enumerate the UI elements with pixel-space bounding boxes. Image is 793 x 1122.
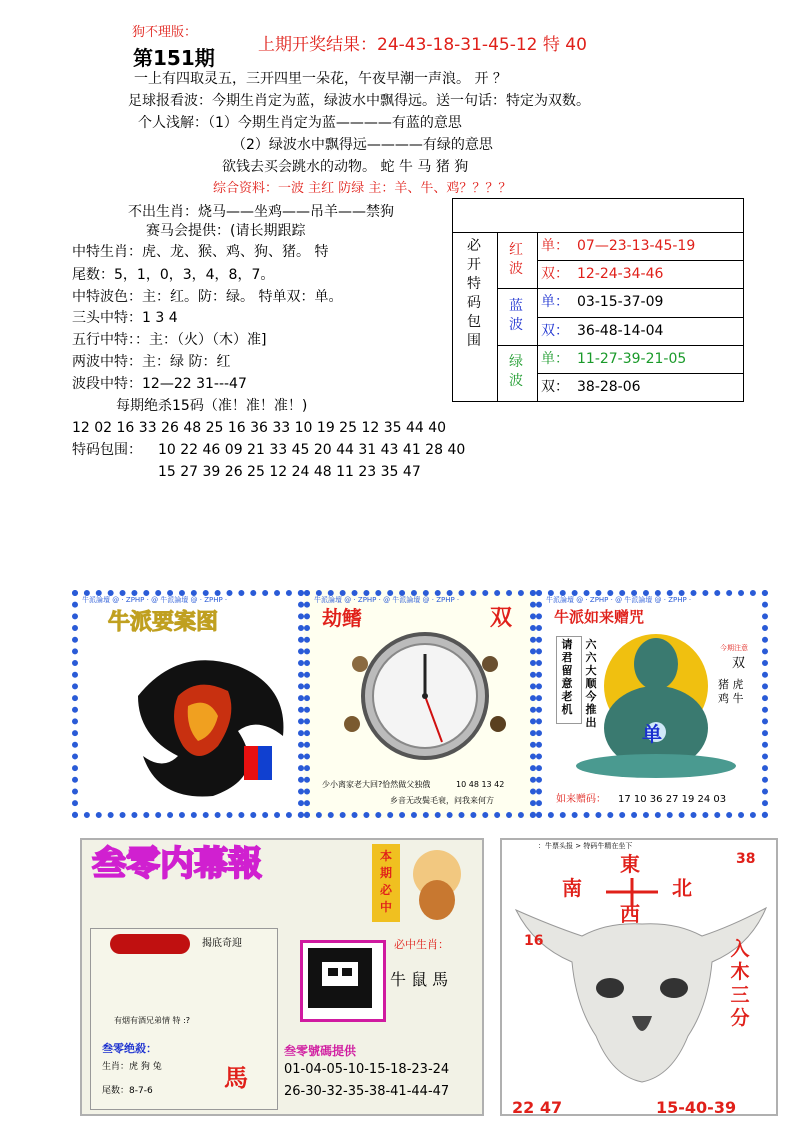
right-vertical-text: 六六大顺今推出	[585, 638, 597, 729]
code-row-2: 26-30-32-35-38-41-44-47	[284, 1084, 450, 1099]
kill-numbers: 12 02 16 33 26 48 25 16 36 33 10 19 25 12 35 44 40	[72, 420, 447, 436]
caption-line-1: 少小离家老大回?恰然做父独俄	[322, 780, 431, 789]
poem-line-5: 欲钱去买会跳水的动物。 蛇 牛 马 猪 狗	[222, 159, 469, 175]
table-row-numbers: 36-48-14-04	[577, 323, 664, 339]
table-row-numbers: 12-24-34-46	[577, 266, 664, 282]
table-wave-red: 红波	[509, 242, 523, 277]
brand-label: 狗不理版：	[132, 25, 198, 40]
must-zodiac-label: 必中生肖：	[394, 938, 449, 951]
table-row-label: 单：	[541, 294, 569, 310]
compass-north: 北	[672, 876, 692, 900]
compass-east: 東	[620, 852, 640, 876]
panel-title: 劫鳍	[322, 606, 362, 630]
swirl-logo-icon	[118, 636, 298, 806]
package-label: 特码包围：	[72, 442, 142, 458]
red-stamp-icon	[110, 934, 190, 954]
poem-line-4: （2）绿波水中飘得远————有绿的意思	[232, 137, 493, 153]
compass-south: 南	[562, 876, 582, 900]
horse-char: 馬	[224, 1064, 248, 1092]
side-note: 鸡 牛	[718, 692, 744, 705]
horse-provide: 赛马会提供：(请长期跟踪	[146, 223, 306, 239]
panel-bull-skull	[500, 838, 778, 1116]
table-row-label: 双：	[541, 266, 569, 282]
side-red-text: 本期必中	[379, 849, 392, 914]
table-row-label: 单：	[541, 238, 569, 254]
tail-list: 尾数：5，1，0，3，4，8，7。	[72, 267, 275, 283]
must-zodiac: 牛 鼠 馬	[390, 970, 449, 989]
side-vertical-text: 入木三分	[730, 938, 750, 1029]
bottom-left-numbers: 22 47	[512, 1098, 563, 1116]
compass-west: 西	[620, 902, 640, 926]
bottom-numbers: 17 10 36 27 19 24 03	[618, 794, 727, 805]
side-note: 今期注意	[720, 644, 748, 652]
side-note: 猪 虎	[718, 678, 744, 691]
caption-line-2: 乡音无改鬓毛衰，问我来何方	[390, 796, 494, 805]
panel-watermark: 牛派論壇 @ · ZPHP · @ 牛派論壇 @ · ZPHP ·	[546, 596, 692, 604]
table-row-label: 双：	[541, 323, 569, 339]
package-row-2: 15 27 39 26 25 12 24 48 11 23 35 47	[158, 464, 421, 480]
panel-watermark: 牛派論壇 @ · ZPHP · @ 牛派論壇 @ · ZPHP ·	[82, 596, 228, 604]
bottom-label: 如来赠码：	[556, 794, 606, 805]
brothers-text: 有烟有酒兄弟情 特 :?	[114, 1016, 191, 1025]
package-row-1: 10 22 46 09 21 33 45 20 44 31 43 41 28 40	[158, 442, 466, 458]
range-list: 波段中特：12—22 31---47	[72, 376, 247, 392]
panel-clock	[304, 590, 536, 818]
poem-line-6: 综合资料：一波 主红 防绿 主：羊、牛、鸡？？？？	[213, 181, 512, 196]
two-wave: 两波中特：主：绿 防：红	[72, 354, 231, 370]
table-side-label: 必开特码包围	[467, 238, 481, 349]
head-list: 三头中特：1 3 4	[72, 310, 178, 326]
badge-double: 双	[490, 606, 513, 631]
panel-logo	[72, 590, 304, 818]
panel-title: 牛派要案图	[108, 610, 219, 635]
left-vertical-text: 请君留意老机	[561, 638, 573, 716]
center-char: 单	[642, 722, 662, 746]
number-38: 38	[736, 851, 756, 867]
jue-sha-label: 叁零绝殺：	[102, 1042, 157, 1055]
table-row-label: 双：	[541, 379, 569, 395]
caption-numbers: 10 48 13 42	[456, 780, 505, 789]
table-wave-blue: 蓝波	[509, 298, 523, 333]
table-row-numbers: 03-15-37-09	[577, 294, 664, 310]
special-code-table	[452, 198, 744, 402]
code-row-1: 01-04-05-10-15-18-23-24	[284, 1062, 450, 1077]
issue-number: 第151期	[133, 46, 215, 70]
zodiac-list: 中特生肖：虎、龙、猴、鸡、狗、猪。 特	[72, 244, 329, 260]
no-zodiac: 不出生肖：烧马——坐鸡——吊羊——禁狗	[128, 204, 394, 220]
table-row-numbers: 11-27-39-21-05	[577, 351, 687, 367]
panel-header: ：牛票头报 > 特码牛精在坐下	[538, 842, 633, 850]
clock-icon	[330, 624, 520, 764]
guanyin-icon	[402, 844, 472, 922]
shengxiao-text: 生肖：虎 狗 兔	[102, 1062, 162, 1072]
code-label: 叁零號碼提供	[284, 1044, 357, 1058]
panel-title: 叁零内幕報	[92, 844, 262, 884]
panel-insider-report	[80, 838, 484, 1116]
panel-watermark: 牛派論壇 @ · ZPHP · @ 牛派論壇 @ · ZPHP ·	[314, 596, 460, 604]
weishu-text: 尾数：8-7-6	[102, 1086, 153, 1096]
five-elements: 五行中特：：主：（火）（木）准]	[72, 332, 267, 348]
poem-line-1: 一上有四取灵五，三开四里一朵花，午夜早潮一声浪。 开 ？	[134, 71, 507, 87]
bottom-right-numbers: 15-40-39	[656, 1098, 737, 1116]
kill-title: 每期绝杀15码（准！准！准！)	[116, 398, 308, 414]
table-wave-green: 绿波	[509, 354, 523, 389]
panel-title: 牛派如来赠咒	[554, 608, 645, 626]
poem-line-3: 个人浅解：（1）今期生肖定为蓝————有蓝的意思	[138, 115, 462, 131]
mask-icon	[308, 948, 372, 1008]
panel-buddha	[536, 590, 768, 818]
poem-line-2: 足球报看波：今期生肖定为蓝，绿波水中飘得远。送一句话：特定为双数。	[128, 93, 590, 109]
last-result: 上期开奖结果：24-43-18-31-45-12 特 40	[258, 35, 587, 55]
table-row-numbers: 07—23-13-45-19	[577, 238, 696, 254]
box-label: 揭底奇迎	[202, 938, 242, 949]
number-16: 16	[524, 933, 544, 949]
table-row-numbers: 38-28-06	[577, 379, 641, 395]
wave-list: 中特波色：主：红。防：绿。 特单双：单。	[72, 289, 343, 305]
side-note: 双	[732, 656, 746, 671]
table-row-label: 单：	[541, 351, 569, 367]
